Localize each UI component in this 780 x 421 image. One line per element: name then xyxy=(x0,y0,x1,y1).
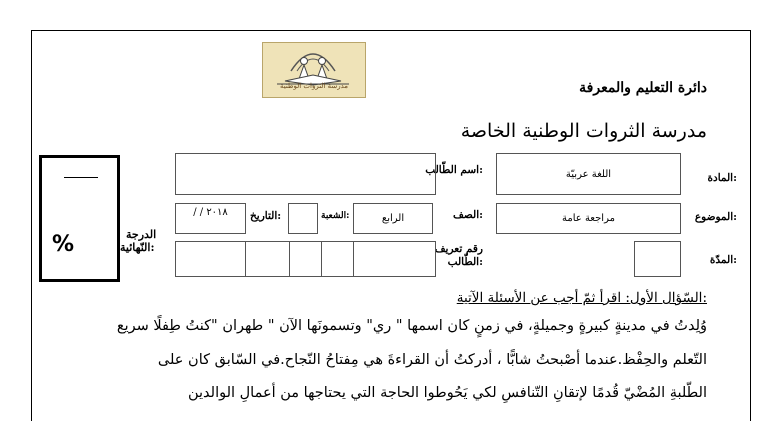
passage-line: الطّلبةِ المُضْيّ قُدمًا لإتقانِ التّنافسِ لكي يَحُوطوا الحاجة التي يحتاجها من أعمالِ الوالدين xyxy=(187,385,707,401)
final-grade-label-2: النّهائية: xyxy=(120,241,155,254)
duration-label: المدّة: xyxy=(709,254,737,266)
percent-sign: % xyxy=(52,232,75,257)
student-id-cell[interactable] xyxy=(353,241,436,277)
question-heading: السّؤال الأول: اقرأ ثمّ أجب عن الأسئلة الآتية: xyxy=(456,290,707,306)
student-id-cell[interactable] xyxy=(289,241,322,277)
school-name: مدرسة الثروات الوطنية الخاصة xyxy=(460,120,707,142)
grade-field[interactable]: الرابع xyxy=(353,203,433,234)
subject-field[interactable]: اللغة عربيّة xyxy=(496,153,681,195)
grade-score-line xyxy=(64,177,98,178)
department-title: دائرة التعليم والمعرفة xyxy=(579,80,707,96)
topic-label: الموضوع: xyxy=(694,211,737,223)
student-name-field[interactable] xyxy=(175,153,436,195)
final-grade-box[interactable] xyxy=(39,155,120,282)
final-grade-label-1: الدرجة xyxy=(126,228,157,241)
section-label: الشعبة: xyxy=(321,211,350,221)
school-logo xyxy=(262,42,366,98)
passage-line: التّعلم والحِفْظ.عندما أصْبحتُ شابًّا ، أدركتُ أن القراءةَ هي مِفتاحُ النّجاح.في السّابق كان على xyxy=(157,352,707,368)
date-label: التاريخ: xyxy=(250,210,282,222)
section-field[interactable] xyxy=(288,203,318,234)
student-id-cell[interactable] xyxy=(245,241,290,277)
student-id-label-1: رقم تعريف xyxy=(434,243,483,255)
grade-label: الصف: xyxy=(453,209,483,221)
logo-caption: مدرسة الثروات الوطنية xyxy=(279,82,349,90)
topic-field[interactable]: مراجعة عامة xyxy=(496,203,681,234)
subject-label: المادة: xyxy=(707,172,737,184)
student-id-cell[interactable] xyxy=(321,241,354,277)
duration-field[interactable] xyxy=(634,241,681,277)
student-id-label-2: الطّالب: xyxy=(447,256,483,268)
date-field[interactable]: / / ٢٠١٨ xyxy=(175,203,246,234)
student-name-label: اسم الطّالب: xyxy=(425,164,483,176)
passage-line: وُلِدتُ في مدينةٍ كبيرةٍ وجميلةٍ، في زمنٍ كان اسمها " ري" وتسمونَها الآن " طهران "كنتُ طِفلًا سريع xyxy=(116,318,707,334)
student-id-cell[interactable] xyxy=(175,241,246,277)
